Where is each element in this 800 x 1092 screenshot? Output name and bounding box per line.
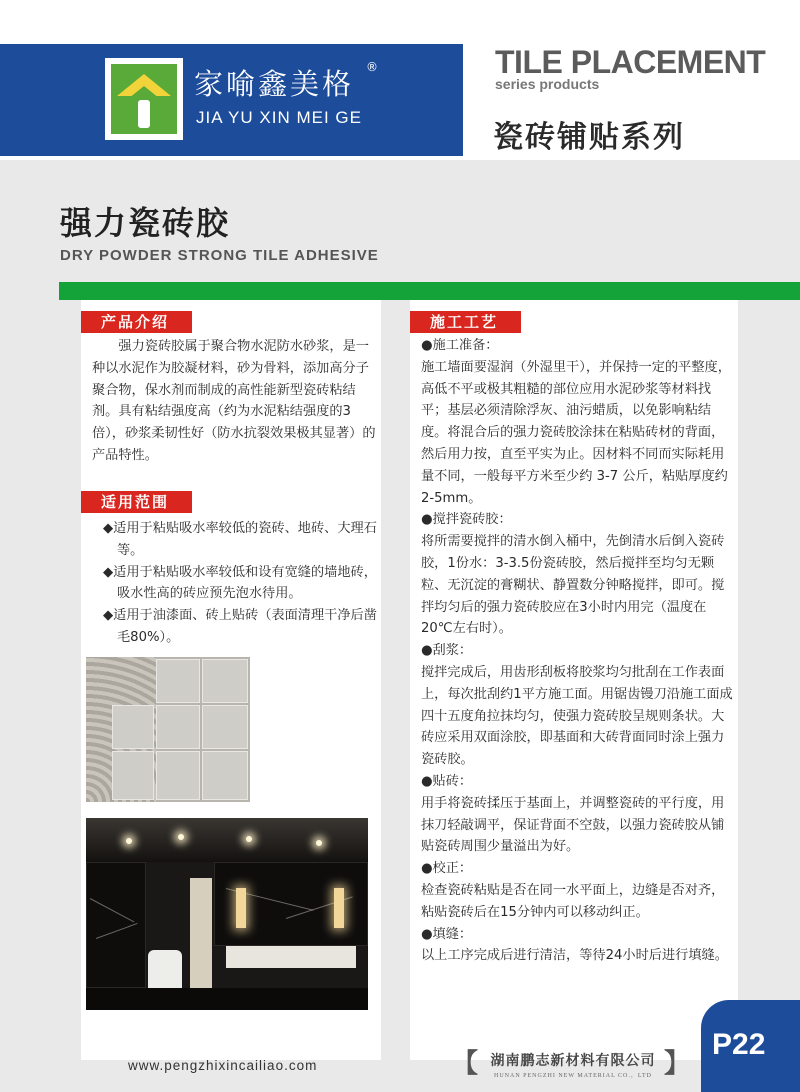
- tile-wall-photo: [86, 657, 250, 802]
- scope-list: [103, 518, 378, 649]
- brand-name-en: JIA YU XIN MEI GE: [196, 108, 362, 127]
- divider-bar: [59, 282, 800, 300]
- step-title: ●施工准备：: [421, 338, 499, 353]
- series-subtitle: series products: [495, 76, 600, 92]
- step-title: ●刮浆：: [421, 643, 473, 659]
- company-name: 湖南鹏志新材料有限公司: [490, 1053, 656, 1069]
- list-item: ◆适用于油漆面、砖上贴砖（表面清理干净后凿毛80%）。: [103, 608, 377, 645]
- step-text: 施工墙面要湿润（外湿里干），并保持一定的平整度，高低不平或极其粗糙的部位应用水泥砂浆等材料找平；基层必须清除浮灰、油污蜡质，以免影响粘结度。将混合后的强力瓷砖胶涂抹在粘贴砖材的背面，然后用力按，直至平实为止。因材料不同而实际耗用量不同，一般每平方米至少约 3-7 公斤，粘贴厚度约2-5mm。: [421, 359, 731, 506]
- intro-heading: 产品介绍: [81, 311, 192, 333]
- brand-logo: [105, 58, 183, 140]
- series-title-cn: 瓷砖铺贴系列: [493, 120, 685, 155]
- footer-url: www.pengzhixincailiao.com: [128, 1058, 318, 1073]
- house-icon: [111, 64, 177, 134]
- intro-paragraph: 强力瓷砖胶属于聚合物水泥防水砂浆，是一种以水泥作为胶凝材料，砂为骨料，添加高分子聚合物，保水剂而制成的高性能新型瓷砖粘结剂。具有粘结强度高（约为水泥粘结强度的3倍），砂浆柔韧性好（防水抗裂效果极其显著）的产品特性。: [92, 339, 376, 463]
- bathroom-photo: [86, 818, 368, 1010]
- list-item: ◆适用于粘贴吸水率较低的瓷砖、地砖、大理石等。: [103, 521, 377, 558]
- step-text: 用手将瓷砖揉压于基面上，并调整瓷砖的平行度，用抹刀轻敲调平，保证背面不空鼓，以强力瓷砖胶从铺贴瓷砖周围少量溢出为好。: [421, 795, 725, 855]
- registered-mark: ®: [366, 60, 378, 74]
- step-title: ●搅拌瓷砖胶：: [421, 512, 512, 528]
- intro-text: [92, 336, 378, 467]
- bracket-right: 】: [664, 1049, 691, 1079]
- list-item: ◆适用于粘贴吸水率较低和设有宽缝的墙地砖，吸水性高的砖应预先泡水待用。: [103, 564, 377, 602]
- step-title: ●贴砖：: [421, 773, 473, 789]
- step-title: ●校正：: [421, 861, 473, 877]
- process-heading: 施工工艺: [410, 311, 521, 333]
- step-text: 将所需要搅拌的清水倒入桶中，先倒清水后倒入瓷砖胶，1份水：3-3.5份瓷砖胶，然后搅拌至均匀无颗粒、无沉淀的膏糊状、静置数分钟略搅拌，即可。搅拌均匀后的强力瓷砖胶应在3小时内用完（温度在20℃左右时）。: [421, 534, 725, 637]
- step-text: 搅拌完成后，用齿形刮板将胶浆均匀批刮在工作表面上，每次批刮约1平方施工面。用锯齿镘刀沿施工面成四十五度角拉抹均匀，使强力瓷砖胶呈规则条状。大砖应采用双面涂胶，即基面和大砖背面同时涂上强力瓷砖胶。: [421, 664, 733, 768]
- brand-name-cn: 家喻鑫美格: [194, 67, 355, 101]
- product-title: 强力瓷砖胶: [60, 204, 231, 242]
- step-title: ●填缝：: [421, 926, 473, 942]
- product-subtitle: DRY POWDER STRONG TILE ADHESIVE: [60, 247, 379, 264]
- company-name-en: HUNAN PENGZHI NEW MATERIAL CO.，LTD: [494, 1073, 652, 1079]
- bracket-left: 【: [452, 1049, 479, 1079]
- step-text: 以上工序完成后进行清洁，等待24小时后进行填缝。: [421, 948, 728, 964]
- series-title: TILE PLACEMENT: [495, 44, 766, 80]
- process-steps: [421, 335, 737, 967]
- page-number: P22: [712, 1028, 766, 1061]
- step-text: 检查瓷砖粘贴是否在同一水平面上，边缝是否对齐，粘贴瓷砖后在15分钟内可以移动纠正。: [421, 882, 725, 920]
- scope-heading: 适用范围: [81, 491, 192, 513]
